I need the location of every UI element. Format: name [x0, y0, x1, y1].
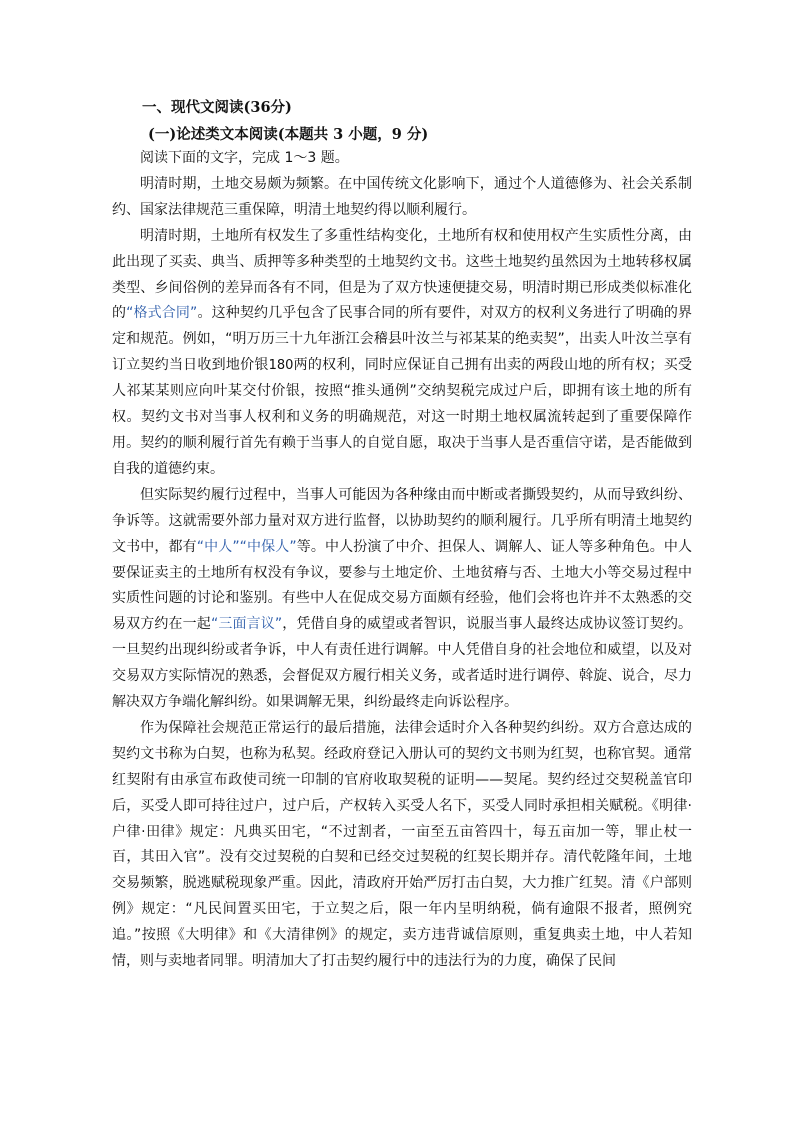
section-heading: 一、现代文阅读(36分)	[142, 99, 292, 116]
paragraph-3-part-a: 但实际契约履行过程中，当事人可能因为各种缘由而中断或者撕毁契约，从而导致纠纷、争诉等。这就需要外部力量对双方进行监督，以协助契约的顺利履行。几乎所有明清土地契约文书中，都有	[112, 486, 692, 555]
paragraph-2-part-a: 明清时期，土地所有权发生了多重性结构变化，土地所有权和使用权产生实质性分离，由此出现了买卖、典当、质押等多种类型的土地契约文书。这些土地契约虽然因为土地转移权属类型、乡间俗例的差异而各有不同，但是为了双方快速便捷交易，明清时期已形成类似标准化的	[112, 227, 692, 322]
quote-middleman: “中人”“中保人”	[196, 538, 297, 555]
paragraph-2-part-b: 。这种契约几乎包含了民事合同的所有要件，对双方的权利义务进行了明确的界定和规范。例如，“明万历三十九年浙江会稽县叶汝兰与祁某某的绝卖契”，出卖人叶汝兰享有订立契约当日收到地价银	[112, 305, 693, 374]
quote-format-contract: “格式合同”	[126, 305, 198, 322]
quote-three-party: “三面言议”	[210, 616, 283, 633]
article-body	[112, 146, 692, 975]
paragraph-3	[112, 483, 692, 716]
paragraph-2-part-c: 两的权利，同时应保证自己拥有出卖的两段山地的所有权；买受人祁某某则应向叶某交付价银，按照“推头通例”交纳契税完成过户后，即拥有该土地的所有权。契约文书对当事人权利和义务的明确规范，对这一时期土地权属流转起到了重要保障作用。契约的顺利履行首先有赖于当事人的自觉自愿，取决于当事人是否重信守诺，是否能做到自我的道德约束。	[112, 357, 693, 477]
paragraph-4: 作为保障社会规范正常运行的最后措施，法律会适时介入各种契约纠纷。双方合意达成的契约文书称为白契，也称为私契。经政府登记入册认可的契约文书则为红契，也称官契。通常红契附有由承宣布政使司统一印制的官府收取契税的证明——契尾。契约经过交契税盖官印后，买受人即可持往过户，过户后，产权转入买受人名下，买受人同时承担相关赋税。《明律·户律·田律》规定：凡典买田宅，“不过割者，一亩至五亩笞四十，每五亩加一等，罪止杖一百，其田入官”。没有交过契税的白契和已经交过契税的红契长期并存。清代乾隆年间，土地交易频繁，脱逃赋税现象严重。因此，清政府开始严厉打击白契，大力推广红契。清《户部则例》规定：“凡民间置买田宅，于立契之后，限一年内呈明纳税，倘有逾限不报者，照例究追。”按照《大明律》和《大清律例》的规定，卖方违背诚信原则，重复典卖土地，中人若知情，则与卖地者同罪。明清加大了打击契约履行中的违法行为的力度，确保了民间	[112, 719, 692, 970]
paragraph-3-part-c: ，凭借自身的威望或者智识，说服当事人最终达成协议签订契约。一旦契约出现纠纷或者争诉，中人有责任进行调解。中人凭借自身的社会地位和威望，以及对交易双方实际情况的熟悉，会督促双方履行相关义务，或者适时进行调停、斡旋、说合，尽力解决双方争端化解纠纷。如果调解无果，纠纷最终走向诉讼程序。	[112, 616, 693, 711]
subsection-heading: (一)论述类文本阅读(本题共 3 小题，9 分)	[148, 126, 429, 143]
price-number: 180	[268, 358, 294, 374]
paragraph-3-part-b: 等。中人扮演了中介、担保人、调解人、证人等多种角色。中人要保证卖主的土地所有权没有争议，要参与土地定价、土地贫瘠与否、土地大小等交易过程中实质性问题的讨论和鉴别。有些中人在促成交易方面颇有经验，他们会将也许并不太熟悉的交易双方约在一起	[112, 538, 693, 633]
instruction-text: 阅读下面的文字，完成 1～3 题。	[140, 150, 349, 166]
paragraph-1: 明清时期，土地交易颇为频繁。在中国传统文化影响下，通过个人道德修为、社会关系制约、国家法律规范三重保障，明清土地契约得以顺利履行。	[112, 175, 692, 218]
paragraph-2	[112, 224, 692, 483]
